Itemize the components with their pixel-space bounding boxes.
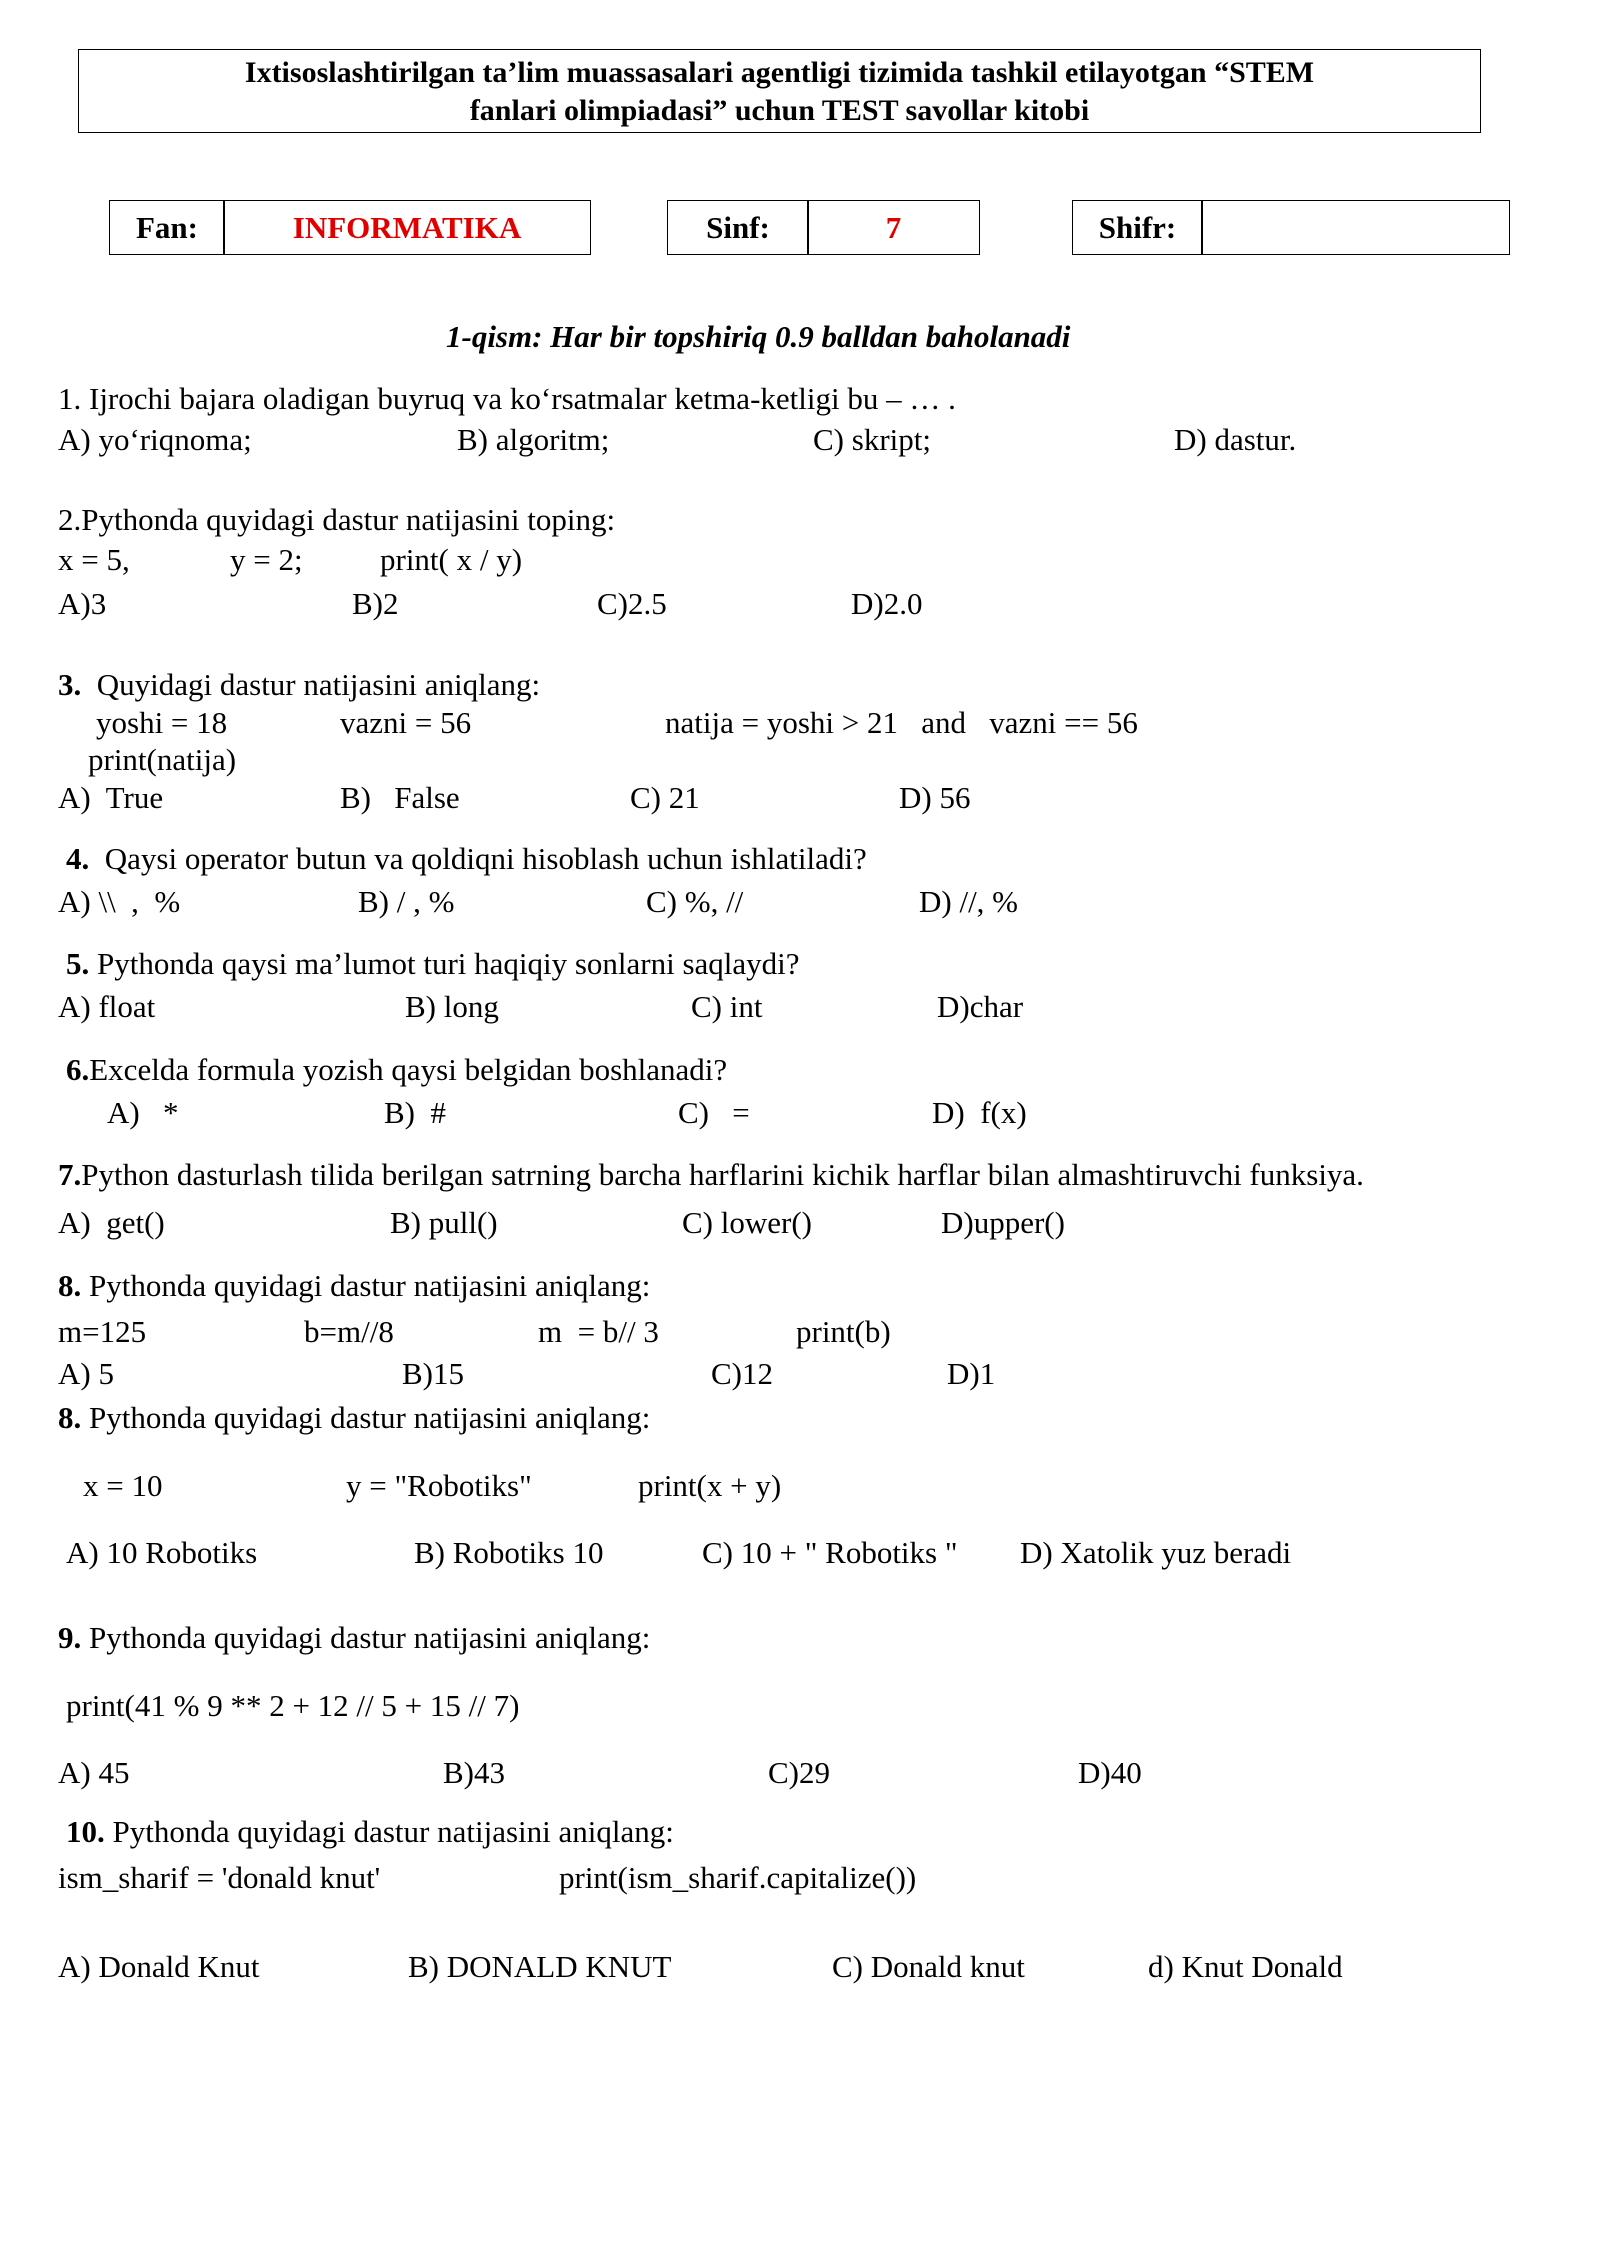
question-6-option-a: A) * (107, 1095, 179, 1130)
question-8b-code-3: print(x + y) (638, 1468, 782, 1503)
question-3-code-3: natija = yoshi > 21 and vazni == 56 (665, 705, 1138, 740)
question-5-option-d: D)char (937, 989, 1024, 1024)
question-8b-number: 8. (58, 1400, 82, 1435)
document-title-line-2: fanlari olimpiadasi” uchun TEST savollar kitobi (469, 94, 1090, 127)
question-5-option-b: B) long (405, 989, 499, 1024)
question-2-code-3: print( x / y) (380, 542, 523, 577)
question-3-text: Quyidagi dastur natijasini aniqlang: (81, 667, 541, 702)
shifr-value-cell (1201, 200, 1510, 255)
question-9-code-1: print(41 % 9 ** 2 + 12 // 5 + 15 // 7) (66, 1688, 520, 1723)
question-8a-code-1: m=125 (58, 1314, 147, 1349)
question-9-option-c: C)29 (768, 1755, 830, 1790)
shifr-label: Shifr: (1098, 209, 1177, 245)
question-8a-option-d: D)1 (947, 1356, 996, 1391)
question-5-option-c: C) int (691, 989, 763, 1024)
question-8a-number: 8. (58, 1268, 82, 1303)
shifr-label-cell (1072, 200, 1203, 255)
question-3-option-d: D) 56 (899, 780, 971, 815)
question-3-code-2: vazni = 56 (340, 705, 472, 740)
question-5-number: 5. (66, 946, 90, 981)
question-9-option-b: B)43 (443, 1755, 505, 1790)
question-8a-option-a: A) 5 (58, 1356, 114, 1391)
question-10-option-d: d) Knut Donald (1148, 1949, 1343, 1984)
question-8b-text: Pythonda quyidagi dastur natijasini aniqlang: (81, 1400, 651, 1435)
question-2-option-c: C)2.5 (597, 586, 667, 621)
question-10-line (66, 1816, 674, 1847)
question-2-code-2: y = 2; (230, 542, 303, 577)
question-4-number: 4. (66, 841, 90, 876)
question-4-option-b: B) / , % (358, 884, 455, 919)
question-3-option-c: C) 21 (630, 780, 700, 815)
question-8b-code-1: x = 10 (83, 1468, 163, 1503)
question-5-line (66, 948, 800, 979)
question-6-option-b: B) # (384, 1095, 446, 1130)
question-8a-line (58, 1270, 650, 1301)
question-9-line (58, 1622, 650, 1653)
question-2-text: 2.Pythonda quyidagi dastur natijasini toping: (58, 502, 616, 537)
document-title-box (78, 49, 1481, 133)
question-1-option-d: D) dastur. (1174, 422, 1297, 457)
question-4-line (66, 843, 867, 874)
question-6-number: 6. (66, 1052, 90, 1087)
question-8b-option-c: C) 10 + " Robotiks " (702, 1535, 958, 1570)
question-3-number: 3. (58, 667, 82, 702)
question-3-option-b: B) False (340, 780, 460, 815)
sinf-value-cell (807, 200, 980, 255)
fan-value: INFORMATIKA (292, 209, 522, 245)
question-10-option-b: B) DONALD KNUT (408, 1949, 672, 1984)
fan-label-cell (109, 200, 225, 255)
question-10-code-2: print(ism_sharif.capitalize()) (559, 1860, 917, 1895)
question-8a-option-b: B)15 (402, 1356, 464, 1391)
sinf-value: 7 (885, 209, 902, 245)
question-2-code-1: x = 5, (58, 542, 130, 577)
fan-label: Fan: (136, 209, 198, 245)
question-8a-code-2: b=m//8 (304, 1314, 394, 1349)
question-5-option-a: A) float (58, 989, 156, 1024)
question-7-option-a: A) get() (58, 1205, 165, 1240)
question-3-option-a: A) True (58, 780, 164, 815)
question-1-option-b: B) algoritm; (457, 422, 610, 457)
question-3-code-1: yoshi = 18 (96, 705, 228, 740)
question-8a-text: Pythonda quyidagi dastur natijasini aniqlang: (81, 1268, 651, 1303)
question-3-code-4: print(natija) (88, 742, 237, 777)
question-2-option-a: A)3 (58, 586, 107, 621)
question-6-text: Excelda formula yozish qaysi belgidan boshlanadi? (89, 1052, 728, 1087)
question-9-text: Pythonda quyidagi dastur natijasini aniqlang: (81, 1620, 651, 1655)
question-9-option-d: D)40 (1078, 1755, 1142, 1790)
question-7-option-d: D)upper() (941, 1205, 1065, 1240)
question-8a-option-c: C)12 (711, 1356, 773, 1391)
question-7-line (58, 1159, 1364, 1190)
question-2-option-b: B)2 (352, 586, 399, 621)
question-6-line (66, 1054, 727, 1085)
question-6-option-c: C) = (678, 1095, 750, 1130)
question-1-option-c: C) skript; (813, 422, 931, 457)
question-7-option-b: B) pull() (390, 1205, 498, 1240)
sinf-label-cell (667, 200, 809, 255)
question-8b-option-d: D) Xatolik yuz beradi (1020, 1535, 1292, 1570)
question-8b-option-b: B) Robotiks 10 (414, 1535, 604, 1570)
question-8a-code-3: m = b// 3 (538, 1314, 659, 1349)
question-10-option-c: C) Donald knut (832, 1949, 1025, 1984)
question-8b-option-a: A) 10 Robotiks (66, 1535, 258, 1570)
question-2-option-d: D)2.0 (851, 586, 923, 621)
question-7-text: Python dasturlash tilida berilgan satrning barcha harflarini kichik harflar bilan almashtiruvchi funksiya. (81, 1157, 1364, 1192)
question-10-code-1: ism_sharif = 'donald knut' (58, 1860, 381, 1895)
question-8b-code-2: y = "Robotiks" (346, 1468, 532, 1503)
question-1-option-a: A) yo‘riqnoma; (58, 422, 252, 457)
question-4-option-c: C) %, // (646, 884, 744, 919)
question-9-option-a: A) 45 (58, 1755, 130, 1790)
question-9-number: 9. (58, 1620, 82, 1655)
question-4-option-d: D) //, % (919, 884, 1019, 919)
fan-value-cell (223, 200, 591, 255)
question-6-option-d: D) f(x) (932, 1095, 1027, 1130)
section-title: 1-qism: Har bir topshiriq 0.9 balldan baholanadi (446, 319, 1071, 354)
question-8b-line (58, 1402, 650, 1433)
question-10-text: Pythonda quyidagi dastur natijasini aniqlang: (104, 1814, 674, 1849)
question-7-number: 7. (58, 1157, 82, 1192)
question-4-text: Qaysi operator butun va qoldiqni hisoblash uchun ishlatiladi? (89, 841, 867, 876)
question-8a-code-4: print(b) (796, 1314, 891, 1349)
question-7-option-c: C) lower() (682, 1205, 812, 1240)
document-title-line-1: Ixtisoslashtirilgan ta’lim muassasalari agentligi tizimida tashkil etilayotgan “STEM (244, 56, 1315, 89)
question-3-line (58, 669, 540, 700)
question-1-text: 1. Ijrochi bajara oladigan buyruq va ko‘rsatmalar ketma-ketligi bu – … . (58, 381, 956, 416)
question-10-option-a: A) Donald Knut (58, 1949, 260, 1984)
question-5-text: Pythonda qaysi ma’lumot turi haqiqiy sonlarni saqlaydi? (89, 946, 800, 981)
sinf-label: Sinf: (706, 209, 770, 245)
question-4-option-a: A) \\ , % (58, 884, 181, 919)
question-10-number: 10. (66, 1814, 105, 1849)
